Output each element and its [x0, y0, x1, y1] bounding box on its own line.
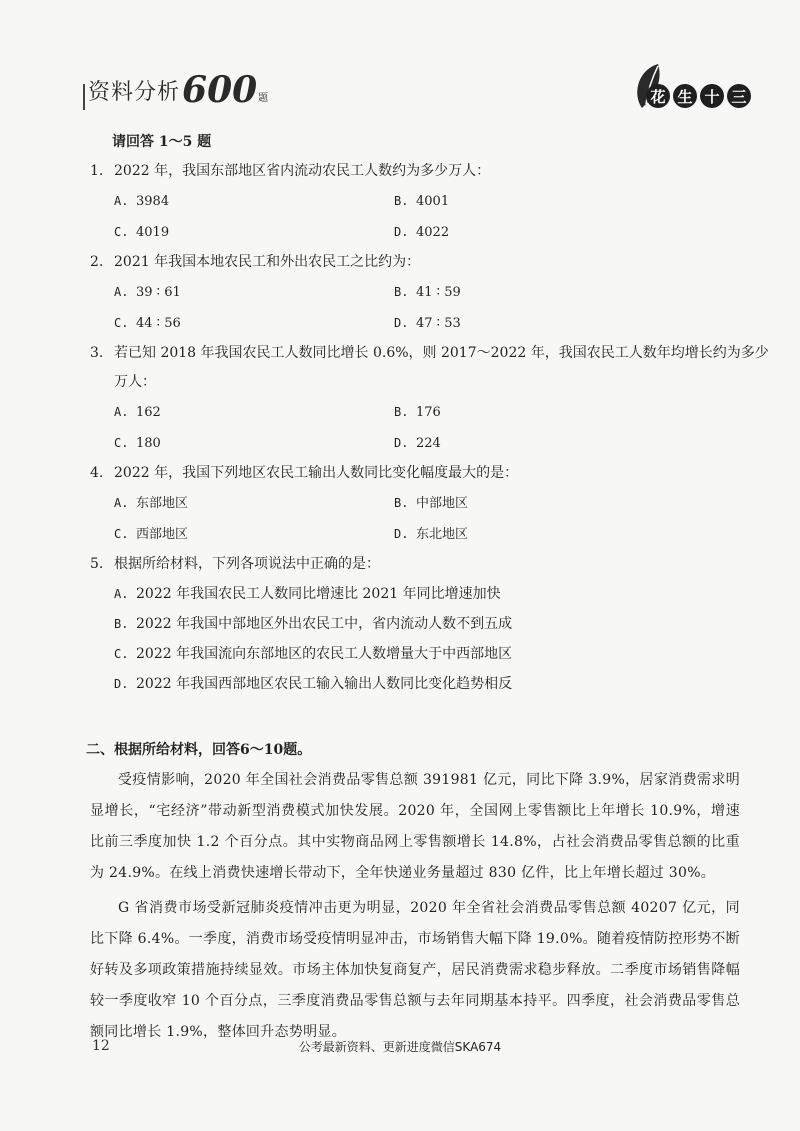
- option-a: [114, 277, 394, 308]
- option-d: [394, 428, 674, 459]
- option-text: 2022 年我国中部地区外出农民工中，省内流动人数不到五成: [136, 616, 513, 632]
- option-letter: B.: [394, 285, 409, 299]
- option-letter: D.: [394, 225, 409, 239]
- option-text: 西部地区: [136, 527, 189, 542]
- question-2: [90, 248, 740, 277]
- option-letter: B.: [394, 496, 409, 510]
- question-number: 3.: [90, 345, 104, 361]
- option-a: [114, 579, 740, 609]
- option-c: [114, 217, 394, 248]
- question-5: [90, 550, 740, 579]
- material-paragraph-2: G 省消费市场受新冠肺炎疫情冲击更为明显，2020 年全省社会消费品零售总额 40207 亿元，同比下降 6.4%。一季度，消费市场受疫情明显冲击，市场销售大幅下降 19.0%。随着疫情防控形势不断好转及多项政策措施持续显效。市场主体加快复商复产，居民消费需求稳步释放。二季度市场销售降幅较一季度收窄 10 个百分点，三季度消费品零售总额与去年同期基本持平。四季度，社会消费品零售总额同比增长 1.9%，整体回升态势明显。: [90, 900, 740, 1040]
- section-title: 二、根据所给材料，回答6～10题。: [86, 742, 312, 758]
- option-letter: B.: [394, 194, 409, 208]
- options-row: [114, 277, 740, 308]
- options-row: [114, 519, 740, 550]
- option-b: [114, 609, 740, 639]
- option-letter: C.: [114, 436, 129, 450]
- question-number: 5.: [90, 556, 104, 572]
- option-text: 2022 年我国农民工人数同比增速比 2021 年同比增速加快: [136, 586, 501, 602]
- option-b: [394, 488, 674, 519]
- question-text: 若已知 2018 年我国农民工人数同比增长 0.6%，则 2017～2022 年，我国农民工人数年均增长约为多少: [114, 345, 769, 361]
- question-number: 2.: [90, 254, 104, 270]
- option-letter: D.: [114, 677, 129, 691]
- option-a: [114, 186, 394, 217]
- brand-char-3: 十: [700, 84, 724, 108]
- option-text: 东北地区: [416, 527, 469, 542]
- option-d: [394, 308, 674, 339]
- main-content: [86, 128, 769, 1048]
- options-row: [114, 186, 740, 217]
- header-rule: [83, 84, 85, 110]
- brand-char-2: 生: [673, 84, 697, 108]
- option-letter: A.: [114, 496, 129, 510]
- question-3: [90, 339, 769, 368]
- section-heading: 请回答 1～5 题: [112, 134, 212, 150]
- option-letter: B.: [114, 617, 129, 631]
- option-text: 180: [136, 436, 161, 451]
- option-text: 39 ∶ 61: [136, 285, 181, 300]
- option-b: [394, 397, 674, 428]
- option-text: 2022 年我国流向东部地区的农民工人数增量大于中西部地区: [136, 646, 513, 662]
- book-title-number: 600: [182, 69, 258, 111]
- option-letter: C.: [114, 647, 129, 661]
- brand-char-1: 花: [646, 84, 670, 108]
- option-letter: A.: [114, 194, 129, 208]
- option-letter: A.: [114, 405, 129, 419]
- option-text: 3984: [136, 194, 170, 209]
- option-text: 4022: [416, 225, 450, 240]
- book-title-text: 资料分析: [88, 80, 181, 105]
- options-row: [114, 308, 740, 339]
- option-c: [114, 639, 740, 669]
- option-letter: D.: [394, 436, 409, 450]
- option-letter: C.: [114, 316, 129, 330]
- option-text: 224: [416, 436, 441, 451]
- option-text: 162: [136, 405, 161, 420]
- option-text: 176: [416, 405, 441, 420]
- option-letter: A.: [114, 587, 129, 601]
- option-c: [114, 428, 394, 459]
- options-row: [114, 217, 740, 248]
- question-text: 2021 年我国本地农民工和外出农民工之比约为：: [114, 254, 421, 270]
- option-letter: D.: [394, 316, 409, 330]
- brand-logo: [628, 60, 758, 116]
- option-text: 47 ∶ 53: [416, 316, 461, 331]
- options-row: [114, 397, 740, 428]
- option-text: 2022 年我国西部地区农民工输入输出人数同比变化趋势相反: [136, 676, 513, 692]
- question-text: 2022 年，我国东部地区省内流动农民工人数约为多少万人：: [114, 163, 491, 179]
- option-text: 44 ∶ 56: [136, 316, 181, 331]
- question-number: 1.: [90, 163, 104, 179]
- book-title-suffix: 题: [258, 93, 269, 104]
- option-text: 东部地区: [136, 496, 189, 511]
- option-b: [394, 277, 674, 308]
- footer-note: 公考最新资料、更新进度微信SKA674: [298, 1040, 502, 1054]
- question-number: 4.: [90, 465, 104, 481]
- question-text: 2022 年，我国下列地区农民工输出人数同比变化幅度最大的是：: [114, 465, 519, 481]
- brand-char-4: 三: [727, 84, 751, 108]
- options-row: [114, 488, 740, 519]
- option-text: 4019: [136, 225, 170, 240]
- options-row: [114, 428, 740, 459]
- question-4: [90, 459, 740, 488]
- question-text-continued: 万人：: [114, 374, 156, 390]
- option-d: [114, 669, 740, 699]
- option-c: [114, 519, 394, 550]
- option-a: [114, 397, 394, 428]
- option-letter: D.: [394, 527, 409, 541]
- option-text: 中部地区: [416, 496, 469, 511]
- option-letter: B.: [394, 405, 409, 419]
- option-c: [114, 308, 394, 339]
- book-title: [88, 69, 269, 111]
- material-paragraph-1: 受疫情影响，2020 年全国社会消费品零售总额 391981 亿元，同比下降 3.9%，居家消费需求明显增长，“宅经济”带动新型消费模式加快发展。2020 年，全国网上零售额比上年增长 10.9%，增速比前三季度加快 1.2 个百分点。其中实物商品网上零售额增长 14.8%，占社会消费品零售总额的比重为 24.9%。在线上消费快速增长带动下，全年快递业务量超过 830 亿件，比上年增长超过 30%。: [90, 772, 740, 881]
- option-text: 41 ∶ 59: [416, 285, 461, 300]
- option-d: [394, 217, 674, 248]
- option-letter: A.: [114, 285, 129, 299]
- option-letter: C.: [114, 527, 129, 541]
- option-d: [394, 519, 674, 550]
- option-b: [394, 186, 674, 217]
- question-1: [90, 157, 740, 186]
- option-text: 4001: [416, 194, 450, 209]
- page-number: 12: [92, 1038, 110, 1054]
- question-text: 根据所给材料，下列各项说法中正确的是：: [114, 556, 380, 572]
- option-a: [114, 488, 394, 519]
- option-letter: C.: [114, 225, 129, 239]
